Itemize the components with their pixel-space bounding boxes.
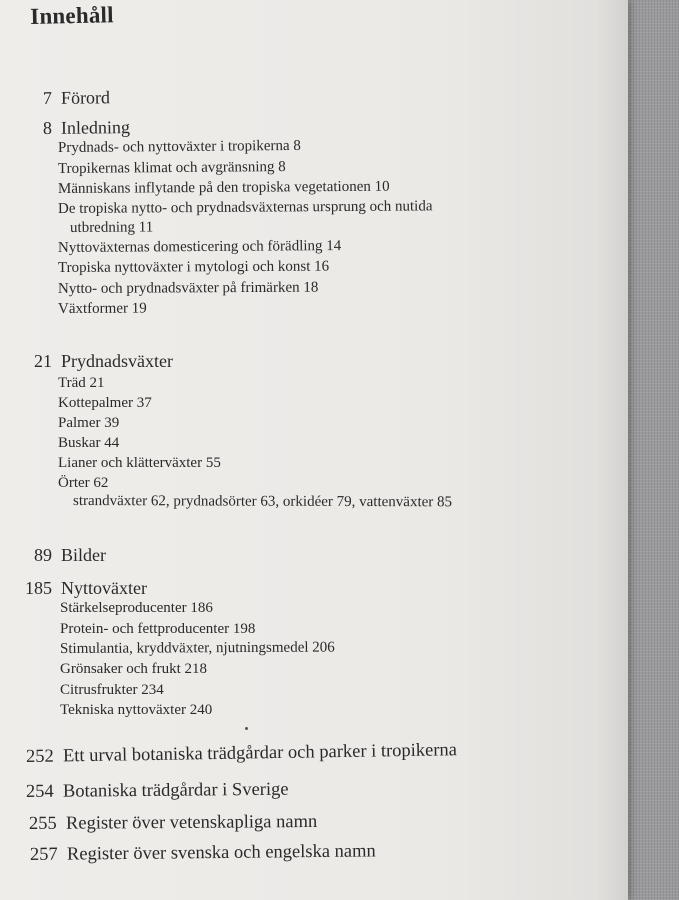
toc-page-number: 185 <box>25 578 52 598</box>
toc-subentry: Lianer och klätterväxter 55 <box>58 455 221 471</box>
toc-subentry: Prydnads- och nyttoväxter i tropikerna 8 <box>57 137 301 156</box>
toc-subentry-detail: strandväxter 62, prydnadsörter 63, orkidéer 79, vattenväxter 85 <box>72 493 453 511</box>
toc-page-number: 257 <box>29 844 58 865</box>
toc-title: Ett urval botaniska trädgårdar och parker i tropikerna <box>62 740 458 767</box>
toc-title: Nyttoväxter <box>61 578 147 598</box>
toc-entry-tradgardar-sverige <box>26 780 289 803</box>
toc-title: Förord <box>60 87 111 108</box>
toc-subentry-continued: utbredning 11 <box>69 219 154 236</box>
toc-subentry: Citrusfrukter 234 <box>60 682 164 698</box>
toc-entry-register-vetenskapliga <box>29 812 317 835</box>
toc-subentry: Människans inflytande på den tropiska vegetationen 10 <box>57 178 390 197</box>
toc-subentry: Grönsaker och frukt 218 <box>60 661 208 677</box>
toc-subentry: Protein- och fettproducenter 198 <box>60 621 256 637</box>
toc-subentry: Tropikernas klimat och avgränsning 8 <box>57 159 286 177</box>
toc-page-number: 252 <box>25 746 54 767</box>
toc-entry-register-svenska <box>30 841 376 866</box>
paper-speck <box>245 727 248 730</box>
toc-entry-forord <box>43 87 110 109</box>
toc-entry-tradgardar-tropikerna <box>26 740 457 768</box>
toc-subentry: Kottepalmer 37 <box>58 395 152 411</box>
toc-title: Bilder <box>61 545 106 565</box>
toc-entry-inledning <box>43 117 130 139</box>
toc-subentry: De tropiska nytto- och prydnadsväxternas ursprung och nutida <box>57 198 433 217</box>
toc-subentry: Buskar 44 <box>58 435 120 451</box>
toc-title: Register över svenska och engelska namn <box>66 841 376 865</box>
toc-subentry: Tekniska nyttoväxter 240 <box>60 702 213 718</box>
toc-entry-nyttovaxter <box>25 578 147 599</box>
toc-title: Inledning <box>60 117 131 138</box>
toc-subentry: Tropiska nyttoväxter i mytologi och konst 16 <box>57 258 330 276</box>
toc-subentry: Nyttoväxternas domesticering och förädling 14 <box>57 238 342 256</box>
page-title: Innehåll <box>30 2 114 29</box>
toc-subentry: Örter 62 <box>58 475 109 491</box>
toc-subentry: Nytto- och prydnadsväxter på frimärken 18 <box>57 279 319 297</box>
toc-subentry: Stimulantia, kryddväxter, njutningsmedel 206 <box>59 639 335 657</box>
toc-page-number: 21 <box>34 351 52 371</box>
toc-entry-prydnadsvaxter <box>34 351 173 372</box>
toc-page-number: 89 <box>34 545 52 565</box>
toc-title: Botaniska trädgårdar i Sverige <box>62 779 289 802</box>
toc-subentry: Palmer 39 <box>58 415 120 431</box>
toc-page-number: 7 <box>42 87 53 108</box>
toc-subentry: Träd 21 <box>58 375 105 391</box>
toc-title: Register över vetenskapliga namn <box>65 811 318 834</box>
toc-title: Prydnadsväxter <box>61 351 173 371</box>
toc-subentry: Växtformer 19 <box>57 300 147 317</box>
toc-page-number: 8 <box>42 117 53 138</box>
toc-entry-bilder <box>34 545 106 566</box>
toc-subentry: Stärkelseproducenter 186 <box>60 600 213 616</box>
toc-page-number: 255 <box>28 813 57 834</box>
toc-page-number: 254 <box>25 781 54 802</box>
